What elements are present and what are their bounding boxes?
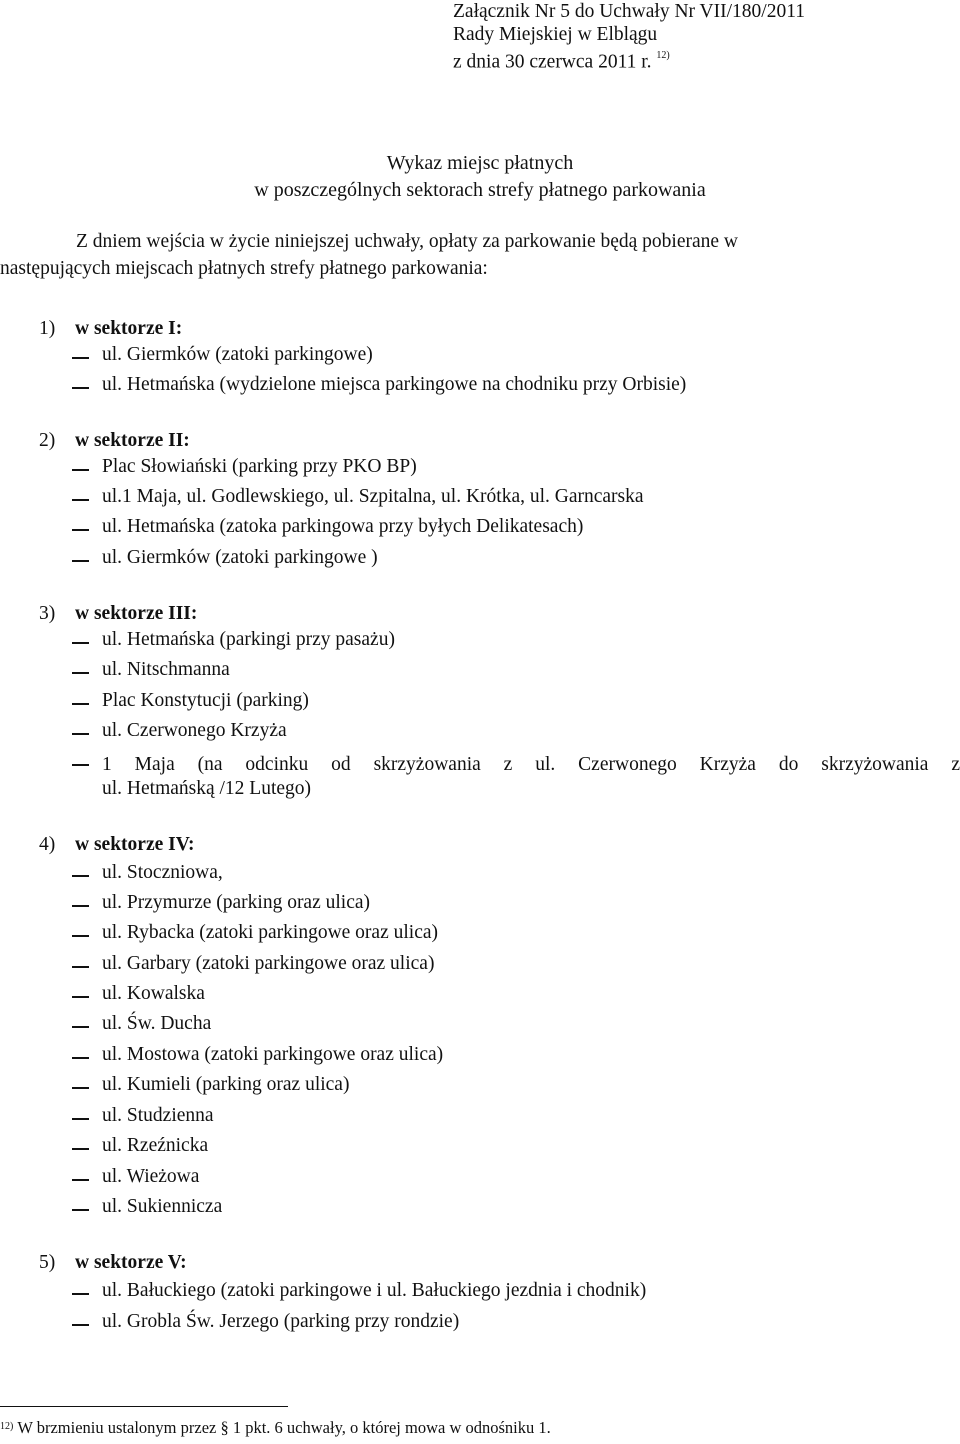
dash-bullet bbox=[72, 1057, 89, 1059]
dash-bullet bbox=[72, 672, 89, 674]
footnote-separator bbox=[0, 1406, 288, 1407]
intro-line-2: następujących miejscach płatnych strefy płatnego parkowania: bbox=[0, 258, 488, 279]
dash-bullet bbox=[72, 357, 89, 359]
dash-bullet bbox=[72, 1209, 89, 1211]
dash-bullet bbox=[72, 935, 89, 937]
dash-bullet bbox=[72, 875, 89, 877]
dash-bullet bbox=[72, 1179, 89, 1181]
dash-bullet bbox=[72, 1087, 89, 1089]
dash-bullet bbox=[72, 560, 89, 562]
dash-bullet bbox=[72, 1026, 89, 1028]
title-line-2: w poszczególnych sektorach strefy płatnego parkowania bbox=[254, 179, 706, 201]
dash-bullet bbox=[72, 1324, 89, 1326]
title-line-1: Wykaz miejsc płatnych bbox=[386, 152, 574, 174]
dash-bullet bbox=[72, 469, 89, 471]
sector-heading-2: 2) w sektorze II: bbox=[39, 430, 190, 451]
dash-bullet bbox=[72, 642, 89, 644]
sector-heading-1: 1) w sektorze I: bbox=[39, 318, 183, 339]
sector-heading-5: 5) w sektorze V: bbox=[39, 1252, 187, 1273]
header-line-1: Załącznik Nr 5 do Uchwały Nr VII/180/2011 bbox=[453, 1, 805, 22]
header-line-2: Rady Miejskiej w Elblągu bbox=[453, 24, 658, 45]
intro-paragraph bbox=[0, 228, 960, 282]
dash-bullet bbox=[72, 905, 89, 907]
dash-bullet bbox=[72, 529, 89, 531]
dash-bullet bbox=[72, 703, 89, 705]
footnote bbox=[0, 1418, 551, 1438]
footnote-text: W brzmieniu ustalonym przez § 1 pkt. 6 uchwały, o której mowa w odnośniku 1. bbox=[17, 1418, 551, 1437]
sector-heading-4: 4) w sektorze IV: bbox=[39, 834, 195, 855]
footnote-marker: 12) bbox=[0, 1421, 14, 1432]
footnote-reference[interactable]: 12) bbox=[656, 50, 670, 61]
dash-bullet bbox=[72, 764, 89, 766]
dash-bullet bbox=[72, 1148, 89, 1150]
list-item-continuation: ul. Hetmańską /12 Lutego) bbox=[102, 778, 312, 799]
intro-line-1: Z dniem wejścia w życie niniejszej uchwały, opłaty za parkowanie będą pobierane w bbox=[76, 231, 739, 252]
header-line-3: z dnia 30 czerwca 2011 r. $^{12)}$ bbox=[453, 50, 670, 73]
document-title bbox=[0, 150, 960, 204]
dash-bullet bbox=[72, 966, 89, 968]
dash-bullet bbox=[72, 1293, 89, 1295]
dash-bullet bbox=[72, 499, 89, 501]
dash-bullet bbox=[72, 1118, 89, 1120]
dash-bullet bbox=[72, 996, 89, 998]
sector-heading-3: 3) w sektorze III: bbox=[39, 603, 198, 624]
attachment-header bbox=[453, 0, 805, 74]
dash-bullet bbox=[72, 387, 89, 389]
dash-bullet bbox=[72, 733, 89, 735]
